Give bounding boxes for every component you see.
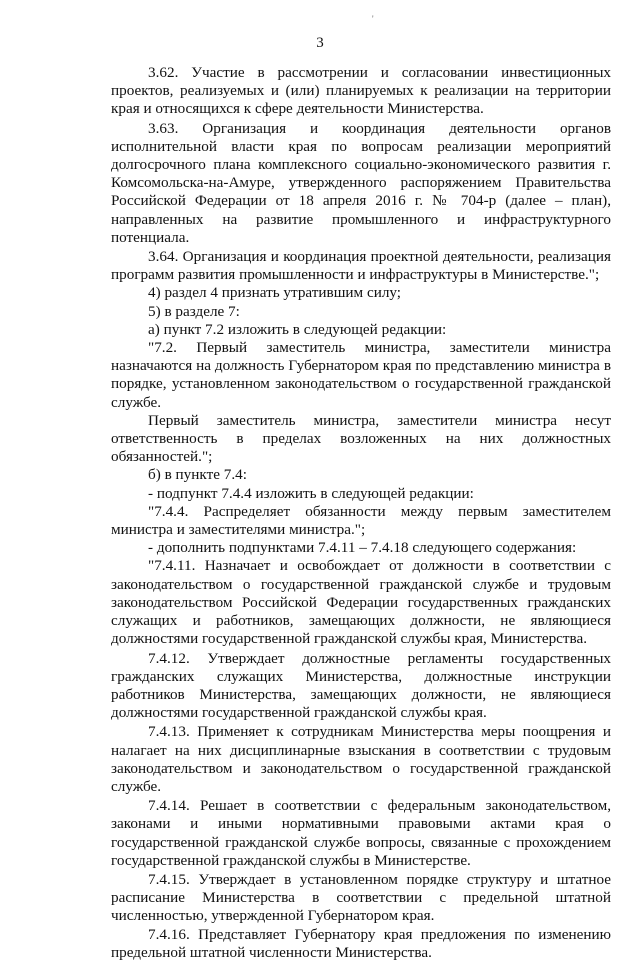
paragraph-7-2: "7.2. Первый заместитель министра, заместители министра назначаются на должность Губернатором края по представлению министра в порядке, установленном законодательством о государственной гражданской службе.: [111, 339, 611, 411]
paragraph-7-2-second: Первый заместитель министра, заместители министра несут ответственность в пределах возложенных на них должностных обязанностей.";: [111, 411, 611, 466]
paragraph-3-64: 3.64. Организация и координация проектной деятельности, реализация программ развития промышленности и инфраструктуры в Министерстве.";: [111, 248, 611, 284]
paragraph-7-4-12: 7.4.12. Утверждает должностные регламенты государственных гражданских служащих Министерства, должностные инструкции работников Министерства, замещающих должности, не являющиеся должностями государственной гражданской службы края.: [111, 649, 611, 722]
paragraph-add-subitems: - дополнить подпунктами 7.4.11 – 7.4.18 следующего содержания:: [148, 539, 577, 557]
paragraph-7-4-4: "7.4.4. Распределяет обязанности между первым заместителем министра и заместителями министра.";: [111, 502, 611, 539]
paragraph-3-62: 3.62. Участие в рассмотрении и согласовании инвестиционных проектов, реализуемых и (или) планируемых к реализации на территории края и относящихся к сфере деятельности Министерства.: [111, 64, 611, 118]
document-body: [111, 64, 611, 962]
paragraph-item-b: б) в пункте 7.4:: [148, 466, 247, 484]
top-mark: ': [372, 14, 374, 24]
page-number: 3: [316, 35, 324, 51]
paragraph-item-5: 5) в разделе 7:: [148, 302, 240, 320]
paragraph-7-4-16: 7.4.16. Представляет Губернатору края предложения по изменению предельной штатной численности Министерства.: [111, 925, 611, 961]
paragraph-7-4-15: 7.4.15. Утверждает в установленном порядке структуру и штатное расписание Министерства в соответствии с предельной штатной численностью, утвержденной Губернатором края.: [111, 870, 611, 925]
paragraph-7-4-13: 7.4.13. Применяет к сотрудникам Министерства меры поощрения и налагает на них дисциплинарные взыскания в соответствии с трудовым законодательством и законодательством о государственной гражданской службе.: [111, 723, 611, 795]
paragraph-7-4-14: 7.4.14. Решает в соответствии с федеральным законодательством, законами и иными нормативными правовыми актами края о государственной гражданской службе вопросы, связанные с прохождением государственной гражданской службы в Министерстве.: [111, 797, 611, 869]
paragraph-item-4: 4) раздел 4 признать утратившим силу;: [148, 284, 402, 302]
paragraph-item-a: а) пункт 7.2 изложить в следующей редакции:: [148, 320, 447, 338]
paragraph-7-4-11: "7.4.11. Назначает и освобождает от должности в соответствии с законодательством о государственной гражданской службе и трудовым законодательством Российской Федерации государственных гражданских служащих и работников, замещающих должности, не являющиеся должностями государственной гражданской службы края, Министерства.: [111, 557, 611, 648]
paragraph-subitem-7-4-4-intro: - подпункт 7.4.4 изложить в следующей редакции:: [148, 484, 474, 502]
paragraph-3-63: 3.63. Организация и координация деятельности органов исполнительной власти края по вопросам реализации мероприятий долгосрочного плана комплексного социально-экономического развития г. Комсомольска-на-Амуре, утвержденного распоряжением Правительства Российской Федерации от 18 апреля 2016 г. № 704-р (далее – план), направленных на развитие промышленного и инфраструктурного потенциала.: [111, 119, 611, 246]
